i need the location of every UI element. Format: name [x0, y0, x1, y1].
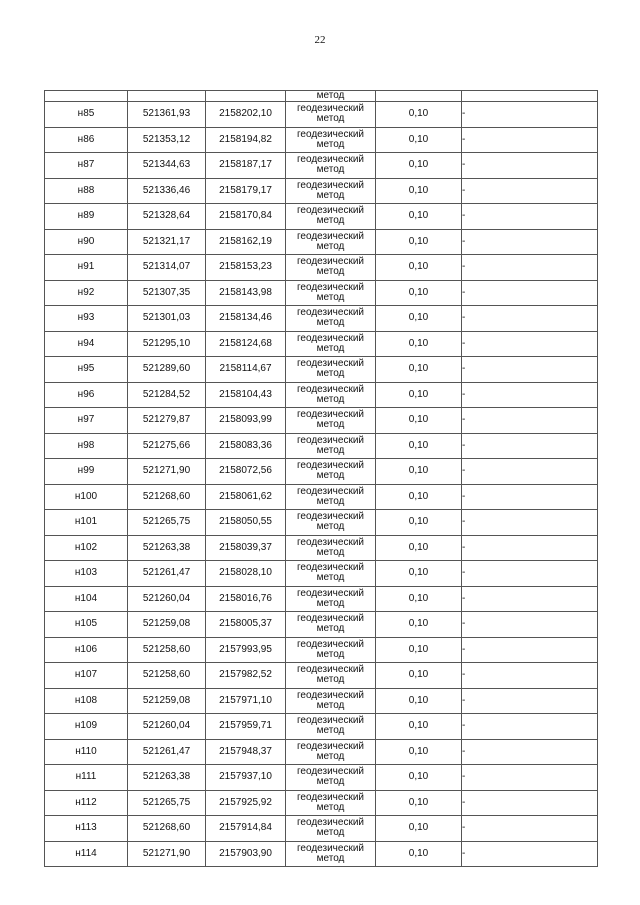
note-cell: - [462, 127, 598, 153]
point-id-cell: н90 [45, 229, 128, 255]
method-line-2: метод [316, 215, 345, 227]
point-id-cell: н97 [45, 408, 128, 434]
note-cell: - [462, 739, 598, 765]
x-coordinate-cell: 521258,60 [128, 663, 206, 689]
x-coordinate-cell: 521321,17 [128, 229, 206, 255]
method-cell [286, 739, 376, 765]
accuracy-cell: 0,10 [376, 229, 462, 255]
continuation-cell-x [128, 91, 206, 102]
method-line-1: геодезический [297, 103, 364, 115]
method-line-1: геодезический [297, 536, 364, 548]
method-line-1: геодезический [297, 562, 364, 574]
point-id-cell: н111 [45, 765, 128, 791]
method-line-2: метод [316, 291, 345, 303]
table-row [45, 714, 598, 740]
x-coordinate-cell: 521263,38 [128, 765, 206, 791]
y-coordinate-cell: 2158194,82 [206, 127, 286, 153]
method-line-2: метод [316, 546, 345, 558]
x-coordinate-cell: 521314,07 [128, 255, 206, 281]
point-id-cell: н91 [45, 255, 128, 281]
method-line-1: геодезический [297, 230, 364, 242]
note-cell: - [462, 204, 598, 230]
method-cell [286, 102, 376, 128]
method-cell [286, 637, 376, 663]
method-line-2: метод [316, 240, 345, 252]
method-cell [286, 612, 376, 638]
x-coordinate-cell: 521307,35 [128, 280, 206, 306]
method-cell [286, 229, 376, 255]
continuation-row [45, 91, 598, 102]
point-id-cell: н96 [45, 382, 128, 408]
method-cell [286, 306, 376, 332]
accuracy-cell: 0,10 [376, 586, 462, 612]
accuracy-cell: 0,10 [376, 765, 462, 791]
y-coordinate-cell: 2158061,62 [206, 484, 286, 510]
y-coordinate-cell: 2158050,55 [206, 510, 286, 536]
accuracy-cell: 0,10 [376, 306, 462, 332]
table-row [45, 204, 598, 230]
method-cell [286, 204, 376, 230]
note-cell: - [462, 765, 598, 791]
y-coordinate-cell: 2157937,10 [206, 765, 286, 791]
method-cell [286, 586, 376, 612]
note-cell: - [462, 459, 598, 485]
table-row [45, 816, 598, 842]
coordinates-table [44, 90, 598, 867]
note-cell: - [462, 102, 598, 128]
method-cell [286, 357, 376, 383]
table-row [45, 637, 598, 663]
method-line-1: геодезический [297, 664, 364, 676]
x-coordinate-cell: 521289,60 [128, 357, 206, 383]
method-line-1: геодезический [297, 358, 364, 370]
table-row [45, 739, 598, 765]
y-coordinate-cell: 2158028,10 [206, 561, 286, 587]
point-id-cell: н94 [45, 331, 128, 357]
method-line-1: геодезический [297, 817, 364, 829]
note-cell: - [462, 484, 598, 510]
method-cell [286, 663, 376, 689]
y-coordinate-cell: 2158134,46 [206, 306, 286, 332]
accuracy-cell: 0,10 [376, 459, 462, 485]
method-cell [286, 127, 376, 153]
method-cell [286, 382, 376, 408]
table-row [45, 484, 598, 510]
method-line-1: геодезический [297, 154, 364, 166]
accuracy-cell: 0,10 [376, 612, 462, 638]
accuracy-cell: 0,10 [376, 255, 462, 281]
y-coordinate-cell: 2158170,84 [206, 204, 286, 230]
method-line-2: метод [316, 827, 345, 839]
table-row [45, 127, 598, 153]
accuracy-cell: 0,10 [376, 331, 462, 357]
point-id-cell: н85 [45, 102, 128, 128]
table-row [45, 586, 598, 612]
table-row [45, 306, 598, 332]
note-cell: - [462, 229, 598, 255]
x-coordinate-cell: 521263,38 [128, 535, 206, 561]
x-coordinate-cell: 521353,12 [128, 127, 206, 153]
accuracy-cell: 0,10 [376, 739, 462, 765]
point-id-cell: н114 [45, 841, 128, 867]
y-coordinate-cell: 2158039,37 [206, 535, 286, 561]
note-cell: - [462, 433, 598, 459]
method-line-1: геодезический [297, 485, 364, 497]
method-line-2: метод [316, 623, 345, 635]
method-line-1: геодезический [297, 434, 364, 446]
method-line-1: геодезический [297, 205, 364, 217]
note-cell: - [462, 637, 598, 663]
point-id-cell: н109 [45, 714, 128, 740]
method-line-2: метод [316, 419, 345, 431]
method-line-1: геодезический [297, 281, 364, 293]
point-id-cell: н107 [45, 663, 128, 689]
accuracy-cell: 0,10 [376, 153, 462, 179]
y-coordinate-cell: 2158104,43 [206, 382, 286, 408]
point-id-cell: н108 [45, 688, 128, 714]
method-line-1: геодезический [297, 256, 364, 268]
method-cell [286, 459, 376, 485]
method-line-1: геодезический [297, 842, 364, 854]
method-line-1: геодезический [297, 383, 364, 395]
table-row [45, 255, 598, 281]
method-line-2: метод [316, 368, 345, 380]
table-row [45, 229, 598, 255]
y-coordinate-cell: 2157971,10 [206, 688, 286, 714]
accuracy-cell: 0,10 [376, 204, 462, 230]
page-number: 22 [314, 34, 326, 46]
y-coordinate-cell: 2158016,76 [206, 586, 286, 612]
note-cell: - [462, 535, 598, 561]
continuation-cell-note [462, 91, 598, 102]
method-line-2: метод [316, 572, 345, 584]
note-cell: - [462, 790, 598, 816]
method-cell [286, 178, 376, 204]
accuracy-cell: 0,10 [376, 178, 462, 204]
continuation-cell-method: метод [286, 91, 376, 102]
x-coordinate-cell: 521265,75 [128, 510, 206, 536]
x-coordinate-cell: 521265,75 [128, 790, 206, 816]
point-id-cell: н93 [45, 306, 128, 332]
method-cell [286, 408, 376, 434]
note-cell: - [462, 663, 598, 689]
method-line-1: геодезический [297, 766, 364, 778]
accuracy-cell: 0,10 [376, 790, 462, 816]
method-cell [286, 790, 376, 816]
note-cell: - [462, 714, 598, 740]
y-coordinate-cell: 2157993,95 [206, 637, 286, 663]
point-id-cell: н86 [45, 127, 128, 153]
method-line-2: метод [316, 648, 345, 660]
method-line-2: метод [316, 113, 345, 125]
method-cell [286, 510, 376, 536]
method-line-1: геодезический [297, 791, 364, 803]
table-row [45, 178, 598, 204]
note-cell: - [462, 382, 598, 408]
method-line-2: метод [316, 521, 345, 533]
accuracy-cell: 0,10 [376, 127, 462, 153]
table-row [45, 408, 598, 434]
accuracy-cell: 0,10 [376, 382, 462, 408]
method-line-2: метод [316, 776, 345, 788]
x-coordinate-cell: 521295,10 [128, 331, 206, 357]
x-coordinate-cell: 521328,64 [128, 204, 206, 230]
accuracy-cell: 0,10 [376, 841, 462, 867]
method-line-2: метод [316, 801, 345, 813]
y-coordinate-cell: 2158083,36 [206, 433, 286, 459]
point-id-cell: н98 [45, 433, 128, 459]
accuracy-cell: 0,10 [376, 714, 462, 740]
note-cell: - [462, 510, 598, 536]
x-coordinate-cell: 521284,52 [128, 382, 206, 408]
y-coordinate-cell: 2157925,92 [206, 790, 286, 816]
method-line-2: метод [316, 138, 345, 150]
table-row [45, 510, 598, 536]
note-cell: - [462, 357, 598, 383]
table-row [45, 331, 598, 357]
method-cell [286, 280, 376, 306]
method-line-2: метод [316, 266, 345, 278]
y-coordinate-cell: 2158162,19 [206, 229, 286, 255]
method-line-2: метод [316, 674, 345, 686]
table-row [45, 459, 598, 485]
coordinates-table-body [45, 91, 598, 867]
point-id-cell: н110 [45, 739, 128, 765]
note-cell: - [462, 586, 598, 612]
x-coordinate-cell: 521301,03 [128, 306, 206, 332]
accuracy-cell: 0,10 [376, 433, 462, 459]
method-line-1: геодезический [297, 409, 364, 421]
y-coordinate-cell: 2158114,67 [206, 357, 286, 383]
table-row [45, 357, 598, 383]
note-cell: - [462, 306, 598, 332]
table-row [45, 280, 598, 306]
accuracy-cell: 0,10 [376, 637, 462, 663]
method-line-1: геодезический [297, 715, 364, 727]
method-line-1: геодезический [297, 613, 364, 625]
x-coordinate-cell: 521261,47 [128, 739, 206, 765]
x-coordinate-cell: 521260,04 [128, 586, 206, 612]
point-id-cell: н112 [45, 790, 128, 816]
x-coordinate-cell: 521260,04 [128, 714, 206, 740]
method-cell [286, 714, 376, 740]
accuracy-cell: 0,10 [376, 280, 462, 306]
table-row [45, 790, 598, 816]
accuracy-cell: 0,10 [376, 535, 462, 561]
method-line-1: геодезический [297, 587, 364, 599]
method-cell [286, 688, 376, 714]
y-coordinate-cell: 2158187,17 [206, 153, 286, 179]
method-line-1: геодезический [297, 460, 364, 472]
method-line-1: геодезический [297, 740, 364, 752]
table-row [45, 612, 598, 638]
table-row [45, 663, 598, 689]
accuracy-cell: 0,10 [376, 357, 462, 383]
accuracy-cell: 0,10 [376, 561, 462, 587]
method-line-2: метод [316, 597, 345, 609]
point-id-cell: н89 [45, 204, 128, 230]
method-line-2: метод [316, 444, 345, 456]
method-line-1: геодезический [297, 179, 364, 191]
y-coordinate-cell: 2158143,98 [206, 280, 286, 306]
method-cell [286, 535, 376, 561]
table-row [45, 688, 598, 714]
method-cell [286, 765, 376, 791]
accuracy-cell: 0,10 [376, 484, 462, 510]
accuracy-cell: 0,10 [376, 688, 462, 714]
y-coordinate-cell: 2158124,68 [206, 331, 286, 357]
y-coordinate-cell: 2157948,37 [206, 739, 286, 765]
point-id-cell: н106 [45, 637, 128, 663]
y-coordinate-cell: 2157914,84 [206, 816, 286, 842]
method-cell [286, 331, 376, 357]
y-coordinate-cell: 2157959,71 [206, 714, 286, 740]
method-cell [286, 484, 376, 510]
method-line-2: метод [316, 189, 345, 201]
x-coordinate-cell: 521268,60 [128, 816, 206, 842]
x-coordinate-cell: 521279,87 [128, 408, 206, 434]
method-line-2: метод [316, 164, 345, 176]
accuracy-cell: 0,10 [376, 663, 462, 689]
accuracy-cell: 0,10 [376, 816, 462, 842]
x-coordinate-cell: 521268,60 [128, 484, 206, 510]
y-coordinate-cell: 2158179,17 [206, 178, 286, 204]
point-id-cell: н101 [45, 510, 128, 536]
method-line-1: геодезический [297, 689, 364, 701]
method-line-2: метод [316, 750, 345, 762]
method-line-2: метод [316, 699, 345, 711]
x-coordinate-cell: 521261,47 [128, 561, 206, 587]
method-cell [286, 153, 376, 179]
table-row [45, 535, 598, 561]
continuation-cell-id [45, 91, 128, 102]
accuracy-cell: 0,10 [376, 102, 462, 128]
point-id-cell: н87 [45, 153, 128, 179]
method-line-2: метод [316, 317, 345, 329]
accuracy-cell: 0,10 [376, 510, 462, 536]
note-cell: - [462, 255, 598, 281]
table-row [45, 102, 598, 128]
x-coordinate-cell: 521259,08 [128, 688, 206, 714]
note-cell: - [462, 178, 598, 204]
y-coordinate-cell: 2158153,23 [206, 255, 286, 281]
method-line-2: метод [316, 342, 345, 354]
point-id-cell: н92 [45, 280, 128, 306]
x-coordinate-cell: 521271,90 [128, 459, 206, 485]
x-coordinate-cell: 521275,66 [128, 433, 206, 459]
method-line-1: геодезический [297, 128, 364, 140]
y-coordinate-cell: 2158072,56 [206, 459, 286, 485]
table-row [45, 841, 598, 867]
method-line-2: метод [316, 725, 345, 737]
continuation-cell-accuracy [376, 91, 462, 102]
method-cell [286, 816, 376, 842]
point-id-cell: н102 [45, 535, 128, 561]
method-line-2: метод [316, 393, 345, 405]
continuation-cell-y [206, 91, 286, 102]
method-line-1: геодезический [297, 511, 364, 523]
note-cell: - [462, 561, 598, 587]
table-row [45, 153, 598, 179]
point-id-cell: н105 [45, 612, 128, 638]
method-line-2: метод [316, 852, 345, 864]
method-cell [286, 561, 376, 587]
method-line-1: геодезический [297, 307, 364, 319]
note-cell: - [462, 816, 598, 842]
table-row [45, 765, 598, 791]
x-coordinate-cell: 521258,60 [128, 637, 206, 663]
table-row [45, 561, 598, 587]
y-coordinate-cell: 2158005,37 [206, 612, 286, 638]
note-cell: - [462, 280, 598, 306]
x-coordinate-cell: 521259,08 [128, 612, 206, 638]
x-coordinate-cell: 521271,90 [128, 841, 206, 867]
point-id-cell: н104 [45, 586, 128, 612]
point-id-cell: н88 [45, 178, 128, 204]
point-id-cell: н113 [45, 816, 128, 842]
method-line-2: метод [316, 495, 345, 507]
note-cell: - [462, 408, 598, 434]
point-id-cell: н100 [45, 484, 128, 510]
x-coordinate-cell: 521361,93 [128, 102, 206, 128]
method-cell [286, 841, 376, 867]
note-cell: - [462, 841, 598, 867]
note-cell: - [462, 688, 598, 714]
note-cell: - [462, 612, 598, 638]
method-cell [286, 255, 376, 281]
x-coordinate-cell: 521336,46 [128, 178, 206, 204]
x-coordinate-cell: 521344,63 [128, 153, 206, 179]
accuracy-cell: 0,10 [376, 408, 462, 434]
y-coordinate-cell: 2157982,52 [206, 663, 286, 689]
method-line-1: геодезический [297, 332, 364, 344]
method-cell [286, 433, 376, 459]
y-coordinate-cell: 2158202,10 [206, 102, 286, 128]
point-id-cell: н95 [45, 357, 128, 383]
y-coordinate-cell: 2158093,99 [206, 408, 286, 434]
method-line-2: метод [316, 470, 345, 482]
method-line-1: геодезический [297, 638, 364, 650]
table-row [45, 382, 598, 408]
note-cell: - [462, 153, 598, 179]
point-id-cell: н99 [45, 459, 128, 485]
point-id-cell: н103 [45, 561, 128, 587]
y-coordinate-cell: 2157903,90 [206, 841, 286, 867]
note-cell: - [462, 331, 598, 357]
table-row [45, 433, 598, 459]
